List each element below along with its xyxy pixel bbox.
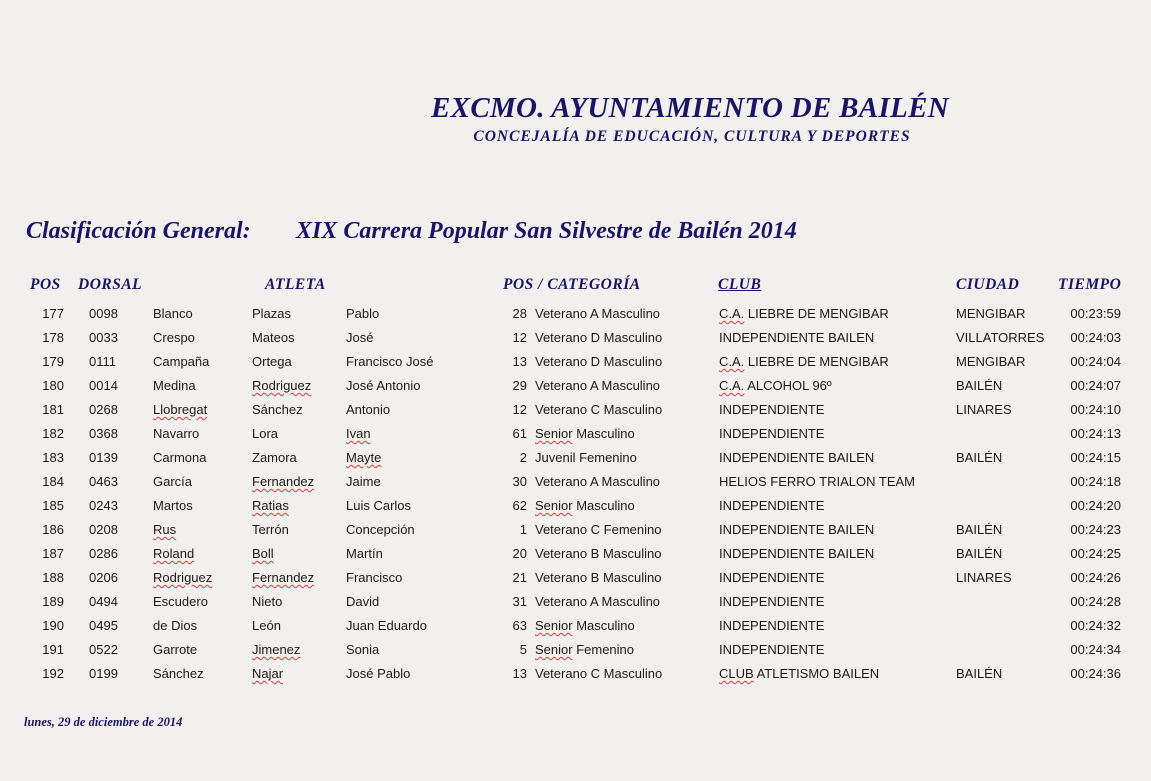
cell-city: BAILÉN: [956, 378, 1003, 393]
cell-dorsal: 0199: [89, 666, 118, 681]
cell-category-position: 28: [512, 306, 527, 321]
cell-time: 00:24:07: [1070, 378, 1121, 393]
table-row: [0, 546, 1151, 570]
cell-club: INDEPENDIENTE BAILEN: [719, 330, 875, 345]
cell-first-surname: Rodriguez: [153, 570, 213, 585]
cell-time: 00:24:25: [1070, 546, 1121, 561]
cell-pos: 179: [42, 354, 64, 369]
cell-club: INDEPENDIENTE: [719, 618, 825, 633]
cell-given-name: Concepción: [346, 522, 415, 537]
cell-first-surname: Navarro: [153, 426, 200, 441]
cell-second-surname: Fernandez: [252, 570, 315, 585]
cell-category-position: 63: [512, 618, 527, 633]
cell-time: 00:24:15: [1070, 450, 1121, 465]
cell-given-name: Mayte: [346, 450, 382, 465]
cell-pos: 184: [42, 474, 64, 489]
cell-dorsal: 0286: [89, 546, 118, 561]
table-row: [0, 594, 1151, 618]
table-row: [0, 402, 1151, 426]
cell-first-surname: Roland: [153, 546, 195, 561]
cell-category: Veterano C Femenino: [535, 522, 662, 537]
cell-category-position: 31: [512, 594, 527, 609]
cell-first-surname: Escudero: [153, 594, 208, 609]
cell-club: INDEPENDIENTE BAILEN: [719, 450, 875, 465]
cell-dorsal: 0368: [89, 426, 118, 441]
cell-pos: 180: [42, 378, 64, 393]
cell-given-name: Sonia: [346, 642, 380, 657]
cell-pos: 190: [42, 618, 64, 633]
table-row: [0, 618, 1151, 642]
cell-category-position: 62: [512, 498, 527, 513]
cell-given-name: David: [346, 594, 380, 609]
table-row: [0, 354, 1151, 378]
cell-dorsal: 0495: [89, 618, 118, 633]
col-header-ciudad: CIUDAD: [956, 276, 1020, 293]
cell-pos: 181: [42, 402, 64, 417]
cell-given-name: José Pablo: [346, 666, 411, 681]
cell-city: BAILÉN: [956, 450, 1003, 465]
department-subtitle: CONCEJALÍA DE EDUCACIÓN, CULTURA Y DEPORTES: [473, 128, 911, 145]
cell-time: 00:24:04: [1070, 354, 1121, 369]
cell-time: 00:24:03: [1070, 330, 1121, 345]
table-row: [0, 498, 1151, 522]
cell-first-surname: Crespo: [153, 330, 195, 345]
cell-category-position: 12: [512, 402, 527, 417]
organization-title: EXCMO. AYUNTAMIENTO DE BAILÉN: [431, 92, 949, 124]
cell-first-surname: Rus: [153, 522, 177, 537]
cell-city: BAILÉN: [956, 522, 1003, 537]
col-header-pos: POS: [30, 276, 61, 293]
cell-given-name: Martín: [346, 546, 383, 561]
cell-city: BAILÉN: [956, 666, 1003, 681]
cell-given-name: Francisco: [346, 570, 403, 585]
cell-time: 00:24:36: [1070, 666, 1121, 681]
cell-dorsal: 0098: [89, 306, 118, 321]
cell-first-surname: Llobregat: [153, 402, 208, 417]
cell-pos: 188: [42, 570, 64, 585]
table-row: [0, 306, 1151, 330]
cell-club: HELIOS FERRO TRIALON TEAM: [719, 474, 916, 489]
cell-club: CLUB ATLETISMO BAILEN: [719, 666, 880, 681]
cell-time: 00:24:18: [1070, 474, 1121, 489]
cell-category-position: 1: [519, 522, 527, 537]
cell-category-position: 5: [519, 642, 527, 657]
cell-second-surname: Lora: [252, 426, 279, 441]
cell-pos: 192: [42, 666, 64, 681]
table-row: [0, 330, 1151, 354]
cell-dorsal: 0243: [89, 498, 118, 513]
cell-given-name: Francisco José: [346, 354, 434, 369]
cell-club: INDEPENDIENTE BAILEN: [719, 522, 875, 537]
cell-dorsal: 0139: [89, 450, 118, 465]
cell-second-surname: Terrón: [252, 522, 289, 537]
cell-time: 00:24:10: [1070, 402, 1121, 417]
cell-pos: 187: [42, 546, 64, 561]
cell-first-surname: Blanco: [153, 306, 193, 321]
table-row: [0, 666, 1151, 690]
table-row: [0, 474, 1151, 498]
cell-dorsal: 0206: [89, 570, 118, 585]
cell-category-position: 21: [512, 570, 527, 585]
cell-category: Senior Femenino: [535, 642, 634, 657]
cell-pos: 183: [42, 450, 64, 465]
cell-category: Veterano B Masculino: [535, 546, 662, 561]
cell-club: INDEPENDIENTE BAILEN: [719, 546, 875, 561]
cell-given-name: Antonio: [346, 402, 391, 417]
cell-dorsal: 0268: [89, 402, 118, 417]
cell-category: Veterano A Masculino: [535, 594, 661, 609]
cell-pos: 191: [42, 642, 64, 657]
table-row: [0, 378, 1151, 402]
col-header-pos-categoria: POS / CATEGORÍA: [503, 276, 641, 293]
cell-given-name: Jaime: [346, 474, 381, 489]
cell-first-surname: Medina: [153, 378, 196, 393]
table-row: [0, 642, 1151, 666]
cell-category: Veterano D Masculino: [535, 330, 663, 345]
col-header-tiempo: TIEMPO: [1058, 276, 1122, 293]
cell-pos: 186: [42, 522, 64, 537]
cell-first-surname: García: [153, 474, 193, 489]
cell-second-surname: Ratias: [252, 498, 289, 513]
cell-club: INDEPENDIENTE: [719, 570, 825, 585]
cell-club: INDEPENDIENTE: [719, 498, 825, 513]
cell-club: INDEPENDIENTE: [719, 426, 825, 441]
cell-dorsal: 0494: [89, 594, 118, 609]
cell-second-surname: Jimenez: [252, 642, 301, 657]
cell-second-surname: Sánchez: [252, 402, 303, 417]
table-row: [0, 426, 1151, 450]
cell-second-surname: Najar: [252, 666, 284, 681]
col-header-club: CLUB: [718, 276, 762, 293]
cell-time: 00:24:23: [1070, 522, 1121, 537]
cell-second-surname: Rodriguez: [252, 378, 312, 393]
cell-pos: 177: [42, 306, 64, 321]
cell-given-name: José: [346, 330, 374, 345]
cell-category: Veterano A Masculino: [535, 474, 661, 489]
cell-category-position: 29: [512, 378, 527, 393]
cell-club: C.A. LIEBRE DE MENGIBAR: [719, 354, 889, 369]
cell-given-name: José Antonio: [346, 378, 421, 393]
cell-club: INDEPENDIENTE: [719, 402, 825, 417]
classification-label: Clasificación General:: [26, 218, 251, 244]
cell-city: LINARES: [956, 402, 1012, 417]
cell-category: Veterano A Masculino: [535, 378, 661, 393]
cell-first-surname: Martos: [153, 498, 193, 513]
cell-second-surname: León: [252, 618, 281, 633]
cell-time: 00:23:59: [1070, 306, 1121, 321]
cell-category: Senior Masculino: [535, 426, 635, 441]
cell-time: 00:24:13: [1070, 426, 1121, 441]
race-title: XIX Carrera Popular San Silvestre de Bailén 2014: [296, 218, 797, 244]
cell-first-surname: de Dios: [153, 618, 198, 633]
cell-first-surname: Garrote: [153, 642, 198, 657]
cell-pos: 189: [42, 594, 64, 609]
cell-category: Veterano A Masculino: [535, 306, 661, 321]
table-row: [0, 570, 1151, 594]
cell-given-name: Luis Carlos: [346, 498, 412, 513]
cell-pos: 178: [42, 330, 64, 345]
cell-category: Juvenil Femenino: [535, 450, 637, 465]
cell-second-surname: Boll: [252, 546, 274, 561]
cell-first-surname: Campaña: [153, 354, 210, 369]
cell-time: 00:24:34: [1070, 642, 1121, 657]
cell-second-surname: Ortega: [252, 354, 292, 369]
cell-second-surname: Mateos: [252, 330, 295, 345]
cell-dorsal: 0208: [89, 522, 118, 537]
cell-pos: 185: [42, 498, 64, 513]
cell-dorsal: 0463: [89, 474, 118, 489]
cell-category-position: 30: [512, 474, 527, 489]
cell-category-position: 2: [519, 450, 527, 465]
cell-club: INDEPENDIENTE: [719, 594, 825, 609]
footer-date: lunes, 29 de diciembre de 2014: [24, 715, 183, 729]
cell-second-surname: Zamora: [252, 450, 297, 465]
cell-given-name: Pablo: [346, 306, 380, 321]
cell-category-position: 20: [512, 546, 527, 561]
cell-first-surname: Sánchez: [153, 666, 204, 681]
cell-time: 00:24:26: [1070, 570, 1121, 585]
cell-time: 00:24:28: [1070, 594, 1121, 609]
col-header-atleta: ATLETA: [265, 276, 326, 293]
cell-dorsal: 0111: [89, 354, 116, 369]
cell-category-position: 61: [512, 426, 527, 441]
cell-pos: 182: [42, 426, 64, 441]
cell-time: 00:24:32: [1070, 618, 1121, 633]
table-row: [0, 450, 1151, 474]
cell-club: C.A. ALCOHOL 96º: [719, 378, 832, 393]
cell-category: Veterano C Masculino: [535, 402, 663, 417]
cell-dorsal: 0014: [89, 378, 118, 393]
cell-second-surname: Nieto: [252, 594, 283, 609]
cell-category: Veterano C Masculino: [535, 666, 663, 681]
cell-city: LINARES: [956, 570, 1012, 585]
cell-city: MENGIBAR: [956, 354, 1026, 369]
cell-given-name: Juan Eduardo: [346, 618, 427, 633]
cell-dorsal: 0522: [89, 642, 118, 657]
cell-category: Veterano B Masculino: [535, 570, 662, 585]
cell-category: Senior Masculino: [535, 498, 635, 513]
cell-category: Senior Masculino: [535, 618, 635, 633]
table-row: [0, 522, 1151, 546]
cell-city: BAILÉN: [956, 546, 1003, 561]
cell-dorsal: 0033: [89, 330, 118, 345]
cell-club: INDEPENDIENTE: [719, 642, 825, 657]
col-header-dorsal: DORSAL: [78, 276, 143, 293]
cell-city: MENGIBAR: [956, 306, 1026, 321]
cell-first-surname: Carmona: [153, 450, 207, 465]
cell-city: VILLATORRES: [956, 330, 1045, 345]
cell-club: C.A. LIEBRE DE MENGIBAR: [719, 306, 889, 321]
cell-category-position: 13: [512, 354, 527, 369]
cell-category-position: 12: [512, 330, 527, 345]
cell-second-surname: Plazas: [252, 306, 292, 321]
cell-second-surname: Fernandez: [252, 474, 315, 489]
cell-category: Veterano D Masculino: [535, 354, 663, 369]
cell-time: 00:24:20: [1070, 498, 1121, 513]
cell-category-position: 13: [512, 666, 527, 681]
cell-given-name: Ivan: [346, 426, 371, 441]
